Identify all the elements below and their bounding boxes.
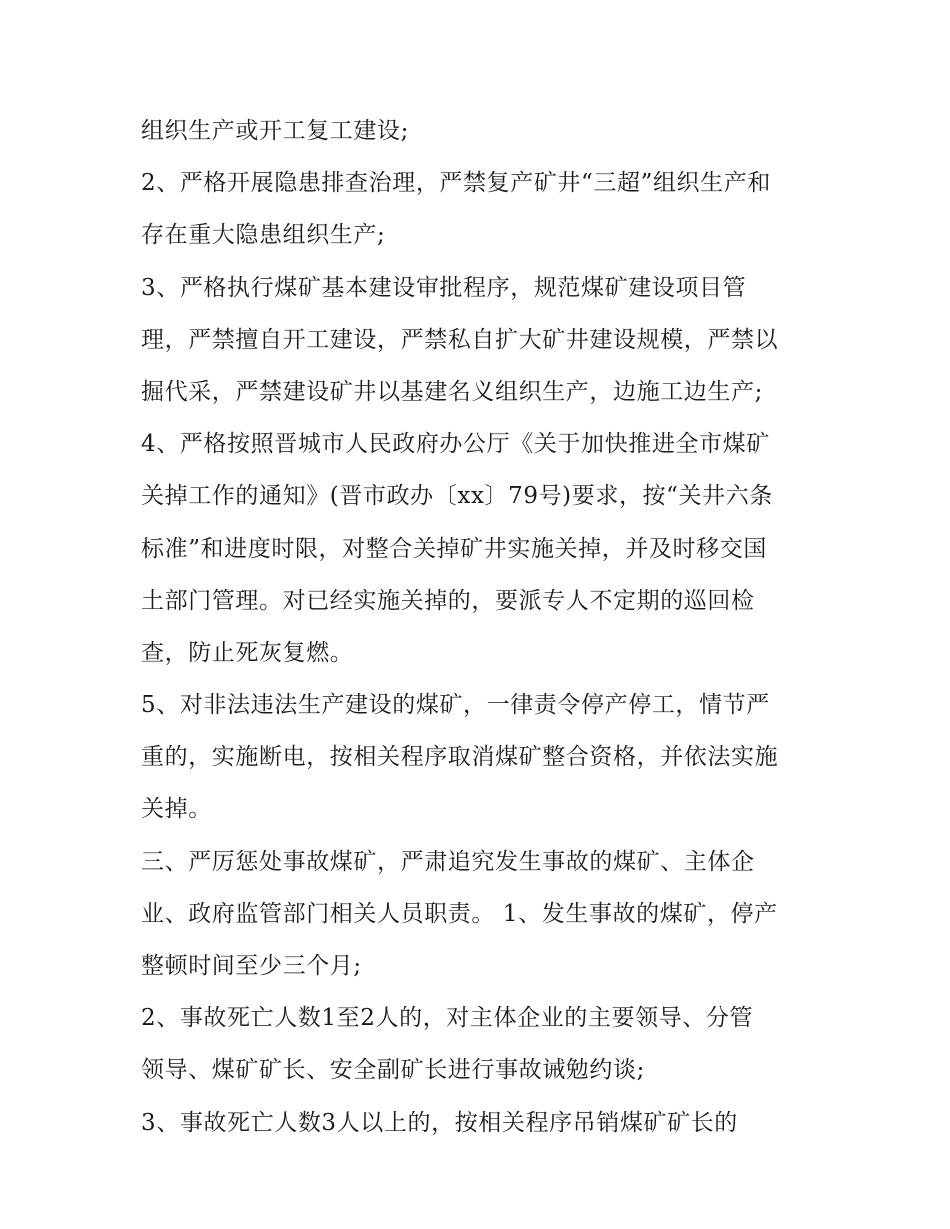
- text-line: 2、严格开展隐患排查治理，严禁复产矿井“三超”组织生产和: [141, 170, 771, 197]
- text-line: 关掉。: [141, 796, 212, 823]
- text-line: 业、政府监管部门相关人员职责。 1、发生事故的煤矿，停产: [141, 900, 778, 927]
- text-line: 理，严禁擅自开工建设，严禁私自扩大矿井建设规模，严禁以: [141, 326, 779, 353]
- text-line: 关掉工作的通知》(晋市政办〔xx〕79号)要求，按“关井六条: [141, 483, 773, 510]
- text-line: 重的，实施断电，按相关程序取消煤矿整合资格，并依法实施: [141, 744, 779, 771]
- text-line: 标准”和进度时限，对整合关掉矿井实施关掉，并及时移交国: [141, 535, 767, 562]
- text-line: 组织生产或开工复工建设;: [141, 118, 409, 144]
- document-body: [141, 105, 841, 1149]
- text-line: 整顿时间至少三个月;: [141, 953, 362, 979]
- text-line: 查，防止死灰复燃。: [141, 639, 354, 666]
- text-line: 三、严厉惩处事故煤矿，严肃追究发生事故的煤矿、主体企: [141, 848, 755, 875]
- text-line: 存在重大隐患组织生产;: [141, 222, 386, 249]
- text-line: 3、严格执行煤矿基本建设审批程序，规范煤矿建设项目管: [141, 274, 747, 301]
- text-line: 领导、煤矿矿长、安全副矿长进行事故诫勉约谈;: [141, 1057, 645, 1084]
- text-line: 3、事故死亡人数3人以上的，按相关程序吊销煤矿矿长的: [141, 1109, 738, 1136]
- text-line: 4、严格按照晋城市人民政府办公厅《关于加快推进全市煤矿: [141, 431, 770, 458]
- text-line: 2、事故死亡人数1至2人的，对主体企业的主要领导、分管: [141, 1005, 754, 1032]
- text-line: 5、对非法违法生产建设的煤矿，一律责令停产停工，情节严: [141, 692, 770, 719]
- text-line: 掘代采，严禁建设矿井以基建名义组织生产，边施工边生产;: [141, 378, 763, 405]
- text-line: 土部门管理。对已经实施关掉的，要派专人不定期的巡回检: [141, 587, 755, 614]
